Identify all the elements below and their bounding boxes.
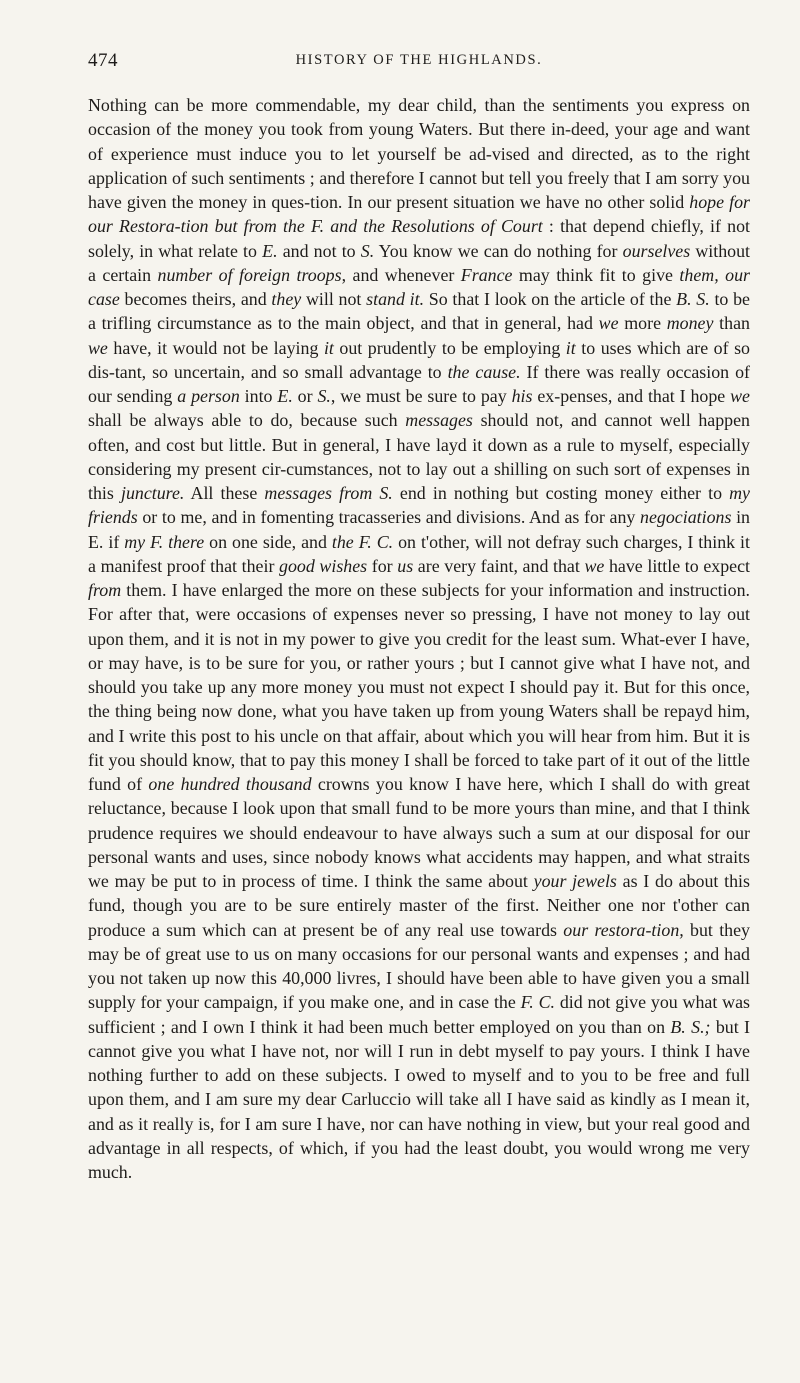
italic-text: we — [730, 386, 750, 406]
italic-text: good wishes — [279, 555, 368, 576]
text-run: Nothing can be more commendable, my dear child, than the sentiments you express on occasion of the money you took from young Waters. But there in-deed, your age and want of experience must induce you to let yourself be ad-vised and directed, as to the right application of such sentiments ; and therefore I cannot but tell you freely that I am sorry you have given the money in ques-tion. In our present situation we have no other solid — [88, 95, 750, 212]
text-run: or to me, and in fomenting tracasseries and divisions. And as for any — [137, 507, 640, 528]
italic-text: them, our case — [88, 264, 750, 309]
italic-text: my F. there — [124, 531, 205, 552]
text-run: should not, and cannot well happen often, and cost but little. But in general, I have layd it down as a rule to myself, especially considering my present cir-cumstances, not to lay out a shilling on such sort of expenses in this — [88, 410, 751, 503]
text-run: but they may be of great use to us on many occasions for our personal wants and expenses ; and had you not taken up now this 40,000 livres, I should have been able to have given you a small supply for your campaign, if you make one, and in case the — [88, 919, 750, 1013]
italic-text: B. S.; — [670, 1016, 711, 1037]
text-run: end in nothing but costing money either to — [392, 483, 730, 503]
italic-text: E. — [262, 240, 278, 261]
text-run: in E. if — [88, 507, 751, 552]
italic-text: us — [397, 555, 414, 576]
italic-text: it — [323, 337, 334, 358]
italic-text: my friends — [88, 483, 751, 528]
page-header — [88, 50, 750, 78]
italic-text: the cause. — [447, 361, 521, 382]
italic-text: his — [511, 386, 533, 406]
text-run: have little to expect — [604, 555, 750, 576]
text-run: and not to — [277, 240, 361, 261]
text-run: more — [618, 313, 667, 334]
italic-text: E. — [277, 386, 293, 406]
italic-text: France — [460, 264, 513, 285]
italic-text: negociations — [640, 507, 732, 528]
italic-text: ourselves — [622, 240, 691, 261]
text-run: ex-penses, and that I hope — [532, 386, 731, 406]
italic-text: stand it. — [366, 289, 425, 309]
text-run: , and whenever — [341, 264, 461, 285]
text-run: on one side, and — [204, 531, 332, 552]
text-run: without a certain — [88, 240, 751, 285]
italic-text: messages — [405, 410, 473, 431]
italic-text: hope for our Restora-tion but from the F. and the Resolutions of Court — [88, 192, 750, 237]
body-paragraph — [88, 93, 750, 1184]
text-run: crowns you know I have here, which I shall do with great reluctance, because I look upon that small fund to be more yours than mine, and that I think prudence requires we should endeavour to have always such a sum at our disposal for our personal wants and uses, since nobody knows what accidents may happen, and what straits we may be put to in process of time. I think the same about — [88, 774, 750, 891]
italic-text: money — [666, 313, 714, 334]
text-run: as I do about this fund, though you are to be sure entirely master of the first. Neither one nor t'other can produce a sum which can at present be of any real use towards — [88, 871, 750, 940]
text-run: or — [292, 386, 318, 406]
text-run: but I cannot give you what I have not, nor will I run in debt myself to pay yours. I think I have nothing further to add on these subjects. I owed to myself and to you to be free and full upon them, and I am sure my dear Carluccio will take all I have said as kindly as I mean it, and as it really is, for I am sure I have, nor can have nothing in view, but your real good and advantage in all respects, of which, if you had the least doubt, you would wrong me very much. — [88, 1016, 751, 1182]
text-run: : that depend chiefly, if not solely, in what relate to — [88, 216, 750, 261]
text-run: did not give you what was sufficient ; and I own I think it had been much better employed on you than on — [88, 992, 750, 1037]
text-run: are very faint, and that — [413, 555, 585, 576]
italic-text: they — [271, 289, 302, 309]
italic-text: we — [88, 337, 108, 358]
italic-text: messages from S. — [264, 483, 393, 503]
text-run: on t'other, will not defray such charges, I think it a manifest proof that their — [88, 531, 750, 576]
text-run: out prudently to be employing — [333, 337, 566, 358]
text-run: to be a trifling circumstance as to the main object, and that in general, had — [88, 289, 750, 334]
text-run: shall be always able to do, because such — [88, 410, 406, 431]
text-run: You know we can do nothing for — [374, 240, 623, 261]
italic-text: juncture. — [120, 483, 185, 503]
text-run: for — [367, 555, 398, 576]
text-run: If there was really occasion of our sending — [88, 361, 750, 406]
italic-text: your jewels — [533, 871, 617, 891]
text-run: becomes theirs, and — [119, 289, 272, 309]
italic-text: S. — [317, 386, 331, 406]
text-run: will not — [301, 289, 367, 309]
text-run: to uses which are of so dis-tant, so uncertain, and so small advantage to — [88, 337, 751, 382]
italic-text: we — [584, 555, 605, 576]
text-run: , we must be sure to pay — [330, 386, 512, 406]
text-run: than — [713, 313, 750, 334]
text-run: into — [239, 386, 278, 406]
page-number: 474 — [88, 50, 118, 71]
italic-text: the F. C. — [331, 531, 394, 552]
text-run: them. I have enlarged the more on these subjects for your information and instruction. For after that, were occasions of expenses never so pressing, I have not money to lay out upon them, and it is not in my power to give you credit for the least sum. What-ever I have, or may have, is to be sure for you, or rather yours ; but I cannot give what I have not, and should you take up any more money you must not expect I should pay it. But for this once, the thing being now done, what you have taken up from young Waters shall be repayd him, and I write this post to his uncle on that affair, about which you will hear from him. But it is fit you should know, that to pay this money I shall be forced to take part of it out of the little fund of — [88, 580, 750, 794]
italic-text: one hundred thousand — [148, 774, 312, 794]
italic-text: it — [565, 337, 576, 358]
italic-text: number of foreign troops — [157, 264, 342, 285]
running-head: HISTORY OF THE HIGHLANDS. — [295, 52, 543, 68]
text-run: may think fit to give — [512, 264, 680, 285]
text-run: have, it would not be laying — [107, 337, 324, 358]
italic-text: a person — [177, 386, 240, 406]
italic-text: S. — [360, 240, 375, 261]
italic-text: from — [88, 580, 122, 600]
italic-text: our restora-tion, — [563, 919, 684, 940]
italic-text: F. C. — [520, 992, 555, 1013]
italic-text: we — [598, 313, 619, 334]
text-run: All these — [184, 483, 265, 503]
italic-text: B. S. — [676, 289, 710, 309]
text-run: So that I look on the article of the — [424, 289, 677, 309]
